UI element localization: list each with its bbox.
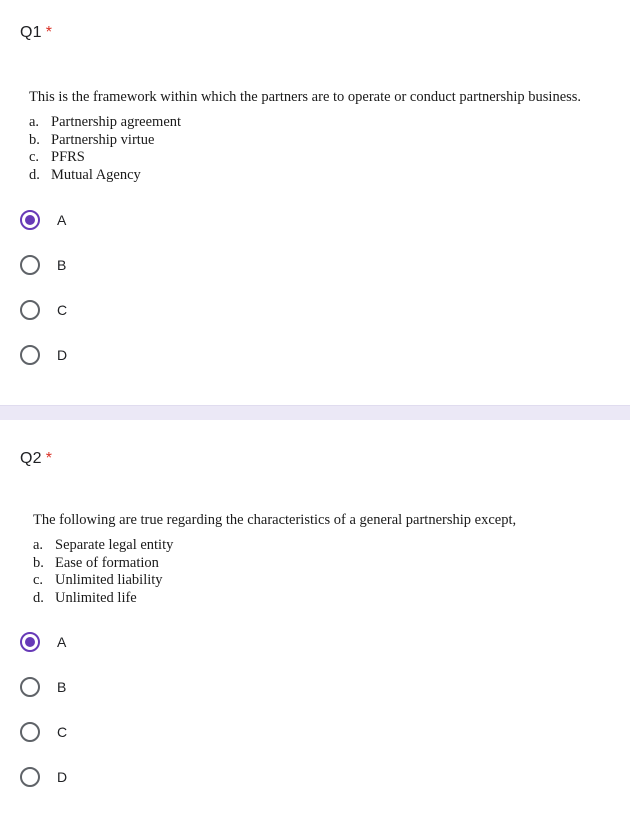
radio-button[interactable] bbox=[20, 677, 40, 697]
choice-letter: b. bbox=[33, 554, 44, 571]
radio-button[interactable] bbox=[20, 345, 40, 365]
choice-a bbox=[29, 114, 581, 132]
radio-option-a[interactable] bbox=[20, 630, 66, 654]
question-stem: The following are true regarding the characteristics of a general partnership except, bbox=[33, 512, 517, 528]
radio-button[interactable] bbox=[20, 767, 40, 787]
choice-text: Mutual Agency bbox=[51, 166, 141, 183]
choice-d bbox=[29, 167, 581, 185]
choice-letter: a. bbox=[33, 537, 44, 553]
option-label: A bbox=[57, 634, 67, 650]
option-label: D bbox=[57, 769, 68, 785]
choice-c bbox=[33, 572, 516, 590]
radio-option-c[interactable] bbox=[20, 720, 67, 744]
question-number: Q1 bbox=[20, 24, 42, 41]
required-asterisk: * bbox=[45, 24, 53, 41]
question-image bbox=[33, 512, 516, 607]
choice-letter: c. bbox=[33, 572, 44, 588]
option-label: B bbox=[57, 257, 67, 273]
option-label: C bbox=[57, 302, 68, 318]
choice-text: Partnership virtue bbox=[51, 131, 155, 148]
choice-text: PFRS bbox=[51, 149, 85, 165]
question-stem: This is the framework within which the partners are to operate or conduct partnership business. bbox=[29, 89, 582, 105]
option-label: D bbox=[57, 347, 68, 363]
question-title bbox=[20, 450, 52, 468]
radio-button-checked[interactable] bbox=[20, 632, 40, 652]
option-label: A bbox=[57, 212, 67, 228]
choice-letter: d. bbox=[29, 166, 40, 183]
question-number: Q2 bbox=[20, 450, 42, 467]
radio-button[interactable] bbox=[20, 300, 40, 320]
choice-letter: c. bbox=[29, 149, 40, 165]
choice-letter: d. bbox=[33, 589, 44, 606]
choice-text: Ease of formation bbox=[55, 554, 159, 571]
choice-text: Separate legal entity bbox=[55, 537, 174, 553]
choice-letter: b. bbox=[29, 131, 40, 148]
section-divider bbox=[0, 405, 630, 420]
choice-b bbox=[33, 555, 516, 573]
choice-b bbox=[29, 132, 581, 150]
choice-a bbox=[33, 537, 516, 555]
radio-option-c[interactable] bbox=[20, 298, 67, 322]
choice-c bbox=[29, 149, 581, 167]
radio-button[interactable] bbox=[20, 255, 40, 275]
choice-d bbox=[33, 590, 516, 608]
question-card-q2 bbox=[0, 420, 630, 815]
question-image bbox=[29, 89, 581, 184]
radio-option-a[interactable] bbox=[20, 208, 66, 232]
radio-option-b[interactable] bbox=[20, 253, 66, 277]
option-label: C bbox=[57, 724, 68, 740]
radio-button[interactable] bbox=[20, 722, 40, 742]
radio-option-d[interactable] bbox=[20, 765, 67, 789]
radio-button-checked[interactable] bbox=[20, 210, 40, 230]
option-label: B bbox=[57, 679, 67, 695]
choice-text: Partnership agreement bbox=[51, 114, 182, 130]
question-title bbox=[20, 24, 52, 42]
radio-option-b[interactable] bbox=[20, 675, 66, 699]
choice-text: Unlimited life bbox=[55, 589, 137, 606]
required-asterisk: * bbox=[45, 450, 53, 467]
radio-option-d[interactable] bbox=[20, 343, 67, 367]
choice-letter: a. bbox=[29, 114, 40, 130]
question-card-q1 bbox=[0, 0, 630, 405]
choice-text: Unlimited liability bbox=[55, 572, 163, 588]
